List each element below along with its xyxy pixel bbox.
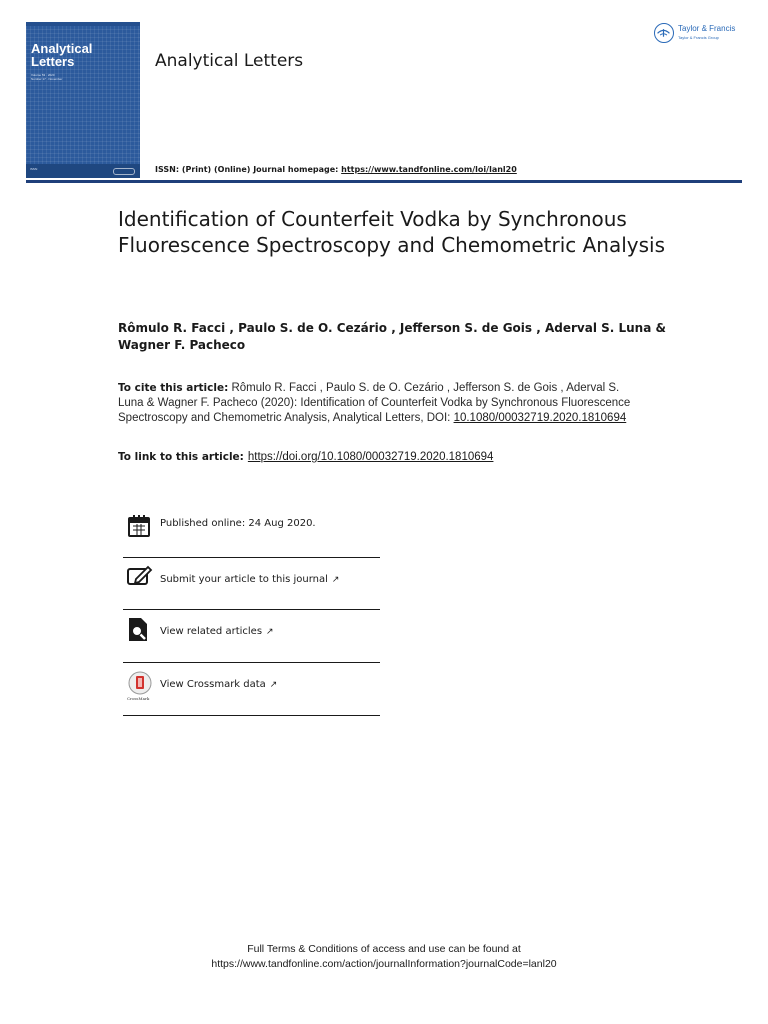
cover-volume-line: Volume 53 · 2020 bbox=[31, 73, 55, 77]
cite-label: To cite this article: bbox=[118, 382, 229, 394]
cover-title bbox=[31, 42, 137, 68]
cover-volume-info bbox=[31, 73, 62, 81]
external-link-icon: ↗ bbox=[331, 575, 340, 585]
info-divider-1 bbox=[123, 557, 380, 558]
related-articles-link[interactable] bbox=[160, 626, 274, 637]
header-rule bbox=[26, 180, 742, 183]
issn-homepage-line bbox=[155, 165, 517, 174]
crossmark-icon bbox=[127, 671, 151, 701]
cite-doi-link[interactable]: 10.1080/00032719.2020.1810694 bbox=[453, 412, 627, 424]
journal-homepage-link[interactable]: https://www.tandfonline.com/loi/lanl20 bbox=[341, 165, 517, 174]
info-divider-3 bbox=[123, 662, 380, 663]
cover-footer bbox=[26, 164, 140, 178]
external-link-icon: ↗ bbox=[269, 680, 278, 690]
cover-footer-text bbox=[30, 167, 38, 171]
submit-article-text: Submit your article to this journal bbox=[160, 574, 328, 585]
journal-name: Analytical Letters bbox=[155, 51, 304, 71]
terms-footer-line-1: Full Terms & Conditions of access and use can be found at bbox=[247, 943, 521, 955]
article-authors: Rômulo R. Facci , Paulo S. de O. Cezário , Jefferson S. de Gois , Aderval S. Luna & Wagner F. Pacheco bbox=[118, 321, 666, 352]
info-divider-2 bbox=[123, 609, 380, 610]
submit-article-icon bbox=[127, 565, 151, 589]
crossmark-icon-label: CrossMark bbox=[127, 696, 150, 701]
submit-article-link[interactable] bbox=[160, 574, 339, 585]
publisher-logo-tagline: Taylor & Francis Group bbox=[678, 35, 719, 40]
related-articles-text: View related articles bbox=[160, 626, 263, 637]
crossmark-link[interactable] bbox=[160, 679, 277, 690]
info-divider-4 bbox=[123, 715, 380, 716]
link-label: To link to this article: bbox=[118, 451, 244, 463]
article-title: Identification of Counterfeit Vodka by Synchronous Fluorescence Spectroscopy and Chemometric Analysis bbox=[118, 207, 666, 257]
calendar-icon bbox=[127, 514, 151, 538]
external-link-icon: ↗ bbox=[266, 627, 274, 637]
publisher-logo-name: Taylor & Francis bbox=[678, 24, 736, 33]
cover-publisher-logo bbox=[113, 168, 135, 175]
publisher-logo-icon bbox=[654, 23, 674, 43]
cover-number-line: Number 17 · November bbox=[31, 77, 63, 81]
article-doi-link[interactable]: https://doi.org/10.1080/00032719.2020.1810694 bbox=[247, 451, 494, 463]
cover-title-line-2: Letters bbox=[31, 54, 75, 69]
cover-title-line-1: Analytical bbox=[31, 41, 93, 56]
crossmark-text: View Crossmark data bbox=[160, 679, 266, 690]
article-link-row bbox=[118, 451, 678, 463]
issn-label: ISSN: (Print) (Online) Journal homepage: bbox=[155, 165, 342, 174]
cover-top-band bbox=[26, 22, 140, 26]
citation-block bbox=[118, 381, 638, 426]
journal-cover-image bbox=[26, 22, 140, 178]
cite-text: Rômulo R. Facci , Paulo S. de O. Cezário , Jefferson S. de Gois , Aderval S. Luna & Wagner F. Pacheco (2020): Identification of Counterfeit Vodka by Synchronous Fluorescence Spectroscopy and Chemometric Analysis, Analytical Letters, DOI: bbox=[118, 382, 631, 424]
terms-footer-url[interactable]: https://www.tandfonline.com/action/journalInformation?journalCode=lanl20 bbox=[211, 958, 557, 970]
terms-footer bbox=[0, 942, 768, 972]
related-articles-icon bbox=[127, 617, 151, 641]
cover-footer-issn: ISSN: bbox=[30, 167, 38, 171]
published-online-text: Published online: 24 Aug 2020. bbox=[160, 518, 316, 529]
publisher-logo[interactable] bbox=[654, 22, 746, 46]
